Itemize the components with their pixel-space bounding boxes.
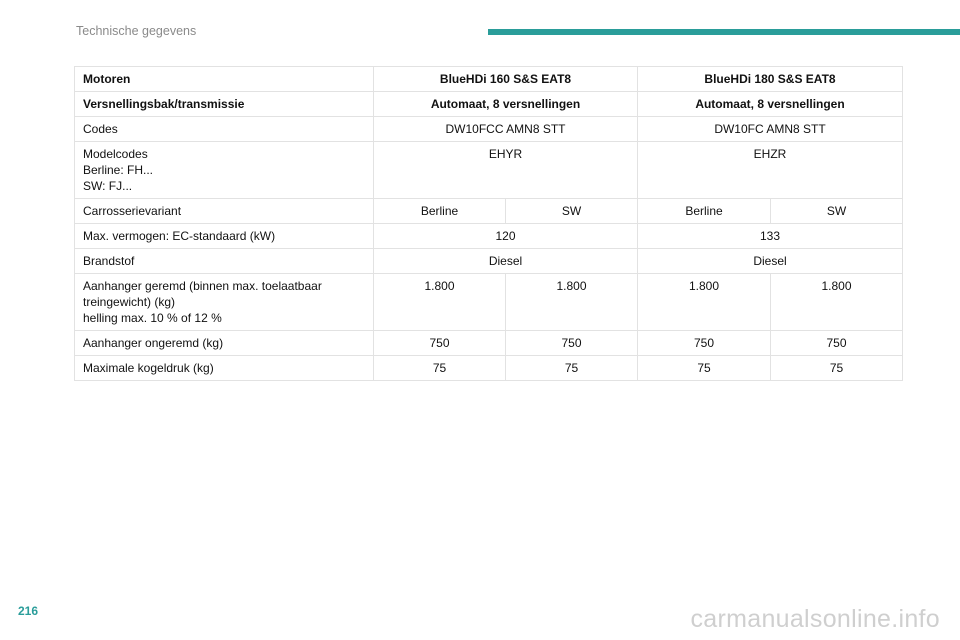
engine-spec-table: [74, 66, 903, 381]
row-label: Aanhanger ongeremd (kg): [75, 331, 374, 356]
label-line: SW: FJ...: [83, 179, 133, 193]
table-cell: SW: [771, 199, 903, 224]
row-label: Carrosserievariant: [75, 199, 374, 224]
row-label: Versnellingsbak/transmissie: [75, 92, 374, 117]
table-cell: 1.800: [506, 274, 638, 331]
row-label: [75, 142, 374, 199]
table-row: [75, 67, 903, 92]
label-line: Berline: FH...: [83, 163, 154, 177]
row-label: [75, 274, 374, 331]
table-row: [75, 142, 903, 199]
table-cell: 750: [506, 331, 638, 356]
table-row: [75, 199, 903, 224]
row-label: Max. vermogen: EC-standaard (kW): [75, 224, 374, 249]
page-number: 216: [18, 604, 39, 618]
row-label: Codes: [75, 117, 374, 142]
table-cell: 750: [638, 331, 771, 356]
section-accent-bar: [488, 29, 960, 35]
table-row: [75, 249, 903, 274]
table-row: [75, 224, 903, 249]
row-label: Motoren: [75, 67, 374, 92]
table-cell: 120: [374, 224, 638, 249]
watermark: carmanualsonline.info: [690, 605, 940, 633]
table-cell: 75: [374, 356, 506, 381]
label-line: Aanhanger geremd (binnen max. toelaatbaar: [83, 279, 322, 293]
table-cell: EHZR: [638, 142, 903, 199]
table-cell: 750: [771, 331, 903, 356]
table-cell: 75: [638, 356, 771, 381]
table-cell: DW10FCC AMN8 STT: [374, 117, 638, 142]
table-cell: 133: [638, 224, 903, 249]
row-label: Brandstof: [75, 249, 374, 274]
table-row: [75, 117, 903, 142]
table-cell: Automaat, 8 versnellingen: [374, 92, 638, 117]
table-cell: 750: [374, 331, 506, 356]
table-cell: EHYR: [374, 142, 638, 199]
label-line: treingewicht) (kg): [83, 295, 176, 309]
table-cell: Diesel: [638, 249, 903, 274]
table-cell: Automaat, 8 versnellingen: [638, 92, 903, 117]
table-cell: Berline: [374, 199, 506, 224]
section-title: Technische gegevens: [76, 24, 197, 38]
table-row: [75, 274, 903, 331]
table-row: [75, 92, 903, 117]
table-cell: DW10FC AMN8 STT: [638, 117, 903, 142]
row-label: Maximale kogeldruk (kg): [75, 356, 374, 381]
table-cell: 1.800: [771, 274, 903, 331]
table-cell: Berline: [638, 199, 771, 224]
label-line: helling max. 10 % of 12 %: [83, 311, 222, 325]
table-row: [75, 356, 903, 381]
table-cell: 1.800: [638, 274, 771, 331]
table-row: [75, 331, 903, 356]
table-cell: 1.800: [374, 274, 506, 331]
label-line: Modelcodes: [83, 147, 148, 161]
engine1-header: BlueHDi 160 S&S EAT8: [374, 67, 638, 92]
engine2-header: BlueHDi 180 S&S EAT8: [638, 67, 903, 92]
table-cell: Diesel: [374, 249, 638, 274]
table-cell: SW: [506, 199, 638, 224]
table-cell: 75: [506, 356, 638, 381]
table-cell: 75: [771, 356, 903, 381]
